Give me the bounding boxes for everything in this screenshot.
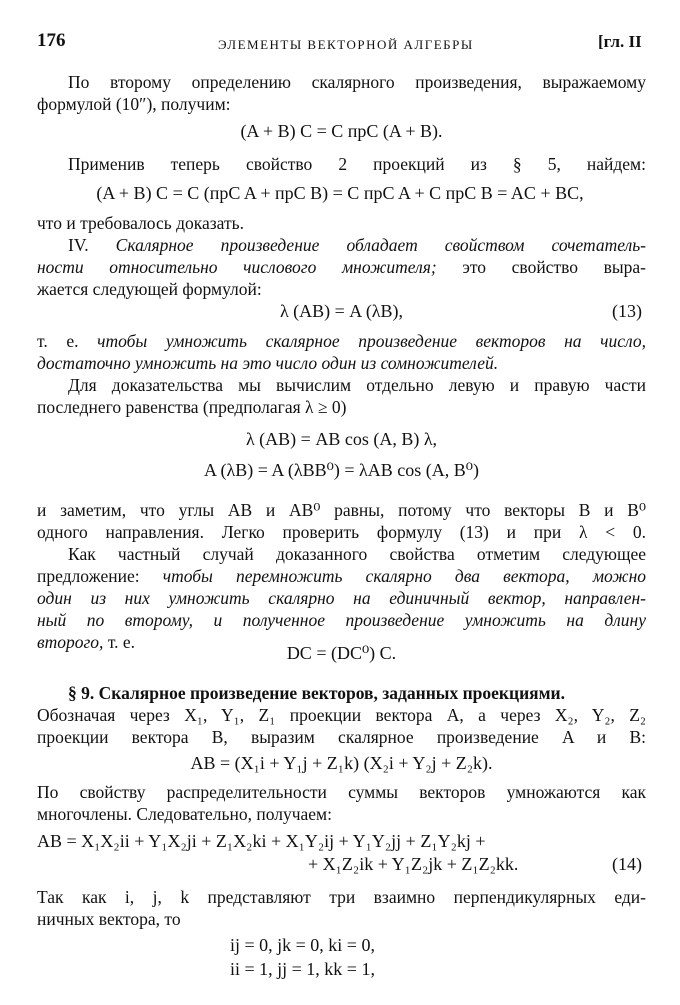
equation: ij = 0, jk = 0, ki = 0, — [230, 935, 375, 955]
section-heading: § 9. Скалярное произведение векторов, заданных проекциями. — [68, 683, 566, 703]
equation: AB = X₁X₂ii + Y₁X₂ji + Z₁X₂ki + X₁Y₂ij + Y₁Y₂jj + Z₁Y₂kj + — [37, 831, 486, 851]
chapter-marker: [гл. II — [598, 32, 642, 51]
numeral: IV. — [68, 235, 116, 255]
equation: A (λB) = A (λBB⁰) = λAB cos (A, B⁰) — [204, 460, 479, 480]
text-line: По свойству распределительности суммы векторов умножаются как — [37, 782, 646, 802]
italic-statement: второго, — [37, 632, 104, 652]
equation: AB = (X₁i + Y₁j + Z₁k) (X₂i + Y₂j + Z₂k). — [190, 753, 493, 773]
equation: λ (AB) = A (λB), — [279, 301, 404, 321]
text-run: т. е. — [37, 331, 98, 351]
text-line: последнего равенства (предполагая λ ≥ 0) — [37, 397, 347, 417]
text-line: формулой (10″), получим: — [37, 94, 231, 114]
italic-statement: ности относительно числового множителя; — [37, 257, 437, 277]
text-line — [37, 330, 646, 352]
text-line: один из них умножить скалярно на единичный вектор, направлен- — [37, 588, 646, 608]
text-line: жается следующей формулой: — [37, 279, 262, 299]
text-run: предложение: — [37, 566, 163, 586]
text-line: Обозначая через X₁, Y₁, Z₁ проекции вектора A, а через X₂, Y₂, Z₂ — [37, 705, 646, 725]
text-line: и заметим, что углы AB и AB⁰ равны, потому что векторы B и B⁰ — [37, 500, 646, 520]
equation: λ (AB) = AB cos (A, B) λ, — [245, 429, 438, 449]
equation-number: (14) — [612, 854, 642, 874]
text-line: Как частный случай доказанного свойства отметим следующее — [68, 544, 646, 564]
text-run: т. е. — [103, 632, 136, 652]
text-line — [37, 256, 646, 278]
text-run: это свойство выра- — [436, 257, 646, 277]
equation: DC = (DC⁰) C. — [286, 643, 397, 663]
text-line: Так как i, j, k представляют три взаимно перпендикулярных еди- — [37, 887, 646, 907]
text-line: многочлены. Следовательно, получаем: — [37, 804, 332, 824]
equation: (A + B) C = C (прC A + прC B) = C прC A + C прC B = AC + BC, — [96, 183, 584, 203]
equation: + X₁Z₂ik + Y₁Z₂jk + Z₁Z₂kk. — [308, 854, 519, 874]
text-line: ничных вектора, то — [37, 909, 181, 929]
italic-statement: чтобы перемножить скалярно два вектора, можно — [162, 566, 647, 586]
text-line: достаточно умножить на это число один из сомножителей. — [37, 353, 499, 373]
text-line: ный по второму, и полученное произведение умножить на длину — [37, 610, 646, 630]
equation-number: (13) — [612, 301, 642, 321]
equation: (A + B) C = C прC (A + B). — [240, 121, 443, 141]
text-line — [68, 234, 646, 256]
page-number: 176 — [37, 30, 66, 51]
italic-statement: Скалярное произведение обладает свойством сочетатель- — [115, 235, 646, 255]
italic-statement: чтобы умножить скалярное произведение векторов на число, — [97, 331, 646, 351]
text-line: одного направления. Легко проверить формулу (13) и при λ < 0. — [37, 522, 646, 542]
running-title: ЭЛЕМЕНТЫ ВЕКТОРНОЙ АЛГЕБРЫ — [218, 37, 474, 52]
text-line: Для доказательства мы вычислим отдельно левую и правую части — [68, 375, 646, 395]
text-line: проекции вектора B, выразим скалярное произведение A и B: — [37, 727, 646, 747]
text-line — [37, 565, 646, 587]
text-line: Применив теперь свойство 2 проекций из § 5, найдем: — [68, 154, 646, 174]
text-line: По второму определению скалярного произведения, выражаемому — [68, 72, 646, 92]
text-line: что и требовалось доказать. — [37, 213, 245, 233]
equation: ii = 1, jj = 1, kk = 1, — [230, 959, 375, 979]
